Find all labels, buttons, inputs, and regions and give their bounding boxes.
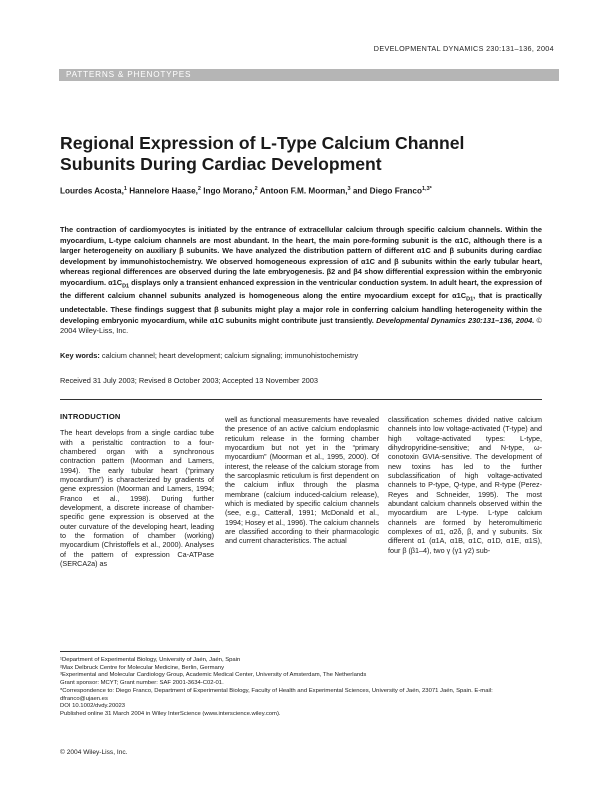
affiliation-1: ¹Department of Experimental Biology, University of Jaén, Jaén, Spain: [60, 657, 241, 663]
author-name: Ingo Morano,: [203, 186, 255, 196]
abstract: [60, 225, 542, 337]
correspondence: *Correspondence to: Diego Franco, Department of Experimental Biology, Faculty of Health and Experimental Sciences, University of Jaén, 23071 Jaén, Spain. E-mail: dfranco@ujaen.es: [60, 687, 493, 702]
title-line-1: Regional Expression of L-Type Calcium Channel: [60, 133, 465, 153]
author-affiliation: 3: [347, 186, 351, 192]
article-title: [60, 133, 540, 175]
abstract-copyright: © 2004 Wiley-Liss, Inc.: [60, 315, 542, 336]
section-label: PATTERNS & PHENOTYPES: [66, 70, 192, 79]
author-affiliation: 2: [254, 186, 258, 192]
body-paragraph: The heart develops from a single cardiac tube with a peristaltic contraction to a four-chambered organ with a synchronous contraction pattern (Moorman and Lamers, 1994). The early tubular heart (“primary myocardium”) is characterized by gradients of gene expression (Moorman and Lamers, 1994; Franco et al., 1998). During further development, a discrete increase of chamber-specific gene expression is observed at the outer curvature of the developing heart, leading to the formation of chamber (working) myocardium (Christoffels et al., 2000). Analyses of the pattern of expression Ca-ATPase (SERCA2a) as: [60, 428, 214, 569]
body-paragraph: classification schemes divided native calcium channels into low voltage-activated (T-type) and high voltage-activated types: L-type, dihydropyridine-sensitive; and N-type, ω-conotoxin GVIA-sensitive. The development of new toxins has led to the further subclassification of high voltage-activated channels to P-type, Q-type, and R-type (Perez-Reyes and Schneider, 1995). The most abundant calcium channels observed within the myocardium are L-type. L-type calcium channels are formed by heteromultimeric complexes of α1, α2δ, β, and γ subunits. Six different α1 (α1A, α1B, α1C, α1D, α1E, α1S), four β (β1–4), two γ (γ1 γ2) sub-: [388, 415, 542, 555]
abstract-text: , that is practically undetectable. These findings suggest that β subunits might play a major role in conferring calcium handling heterogeneity within the developing embryonic myocardium, while α1C subunits might contribute just transiently.: [60, 291, 542, 325]
author-name: Lourdes Acosta,: [60, 186, 124, 196]
affiliation-2: ²Max Delbruck Centre for Molecular Medicine, Berlin, Germany: [60, 664, 225, 671]
author-name: Antoon F.M. Moorman,: [259, 186, 348, 196]
abstract-citation: Developmental Dynamics 230:131–136, 2004.: [376, 315, 535, 325]
grant-info: Grant sponsor: MCYT; Grant number: SAF 2001-3634-C02-01.: [60, 680, 224, 687]
author-name: Hannelore Haase,: [129, 186, 198, 196]
body-column-2: [225, 415, 379, 546]
author-affiliation: 1: [123, 186, 127, 192]
author-name: and Diego Franco: [352, 186, 422, 196]
abstract-text: displays only a transient enhanced expression in the ventricular conduction system. In adult heart, the expression of the different calcium channel subunits analyzed is homogeneous along the entire myocardium except for α1C: [60, 277, 543, 301]
body-column-3: [388, 415, 542, 555]
journal-header: DEVELOPMENTAL DYNAMICS 230:131–136, 2004: [373, 44, 554, 53]
doi: DOI 10.1002/dvdy.20023: [60, 703, 126, 710]
footnotes: [60, 657, 542, 719]
footnote-divider: [60, 651, 220, 652]
footer-copyright: © 2004 Wiley-Liss, Inc.: [60, 749, 128, 756]
author-affiliation: 2: [197, 186, 201, 192]
keywords-list: calcium channel; heart development; calcium signaling; immunohistochemistry: [101, 351, 359, 360]
body-column-1: [60, 412, 214, 569]
published-online: Published online 31 March 2004 in Wiley InterScience (www.interscience.wiley.com).: [60, 710, 281, 717]
abstract-subscript: D1: [122, 282, 130, 289]
received-dates: Received 31 July 2003; Revised 8 October 2003; Accepted 13 November 2003: [60, 376, 319, 385]
keywords-label: Key words:: [60, 351, 100, 360]
abstract-subscript: D1: [466, 296, 474, 303]
title-line-2: Subunits During Cardiac Development: [60, 154, 382, 174]
divider: [60, 399, 542, 400]
author-affiliation: 1,3*: [422, 186, 432, 192]
author-list: [60, 186, 550, 196]
keywords: [60, 351, 550, 360]
body-paragraph: well as functional measurements have revealed the presence of an active calcium endoplasmic reticulum release in the forming chamber myocardium but not yet in the “primary myocardium” (Moorman et al., 1995, 2000). Of interest, the release of the calcium storage from the sarcoplasmic reticulum is first dependent on the calcium influx through the plasma membrane (calcium induced-calcium release), which is mediated by specific calcium channels (see, e.g., Catterall, 1991; McDonald et al., 1994; Hosey et al., 1996). The calcium channels are classified according to their pharmacologic and current characteristics. The actual: [225, 415, 379, 546]
introduction-heading: INTRODUCTION: [60, 412, 121, 421]
affiliation-3: ³Experimental and Molecular Cardiology Group, Academic Medical Center, University of Amsterdam, The Netherlands: [60, 672, 367, 679]
section-banner: [59, 69, 559, 81]
abstract-text: The contraction of cardiomyocytes is initiated by the entrance of extracellular calcium through specific calcium channels. Within the myocardium, L-type calcium channels are most abundant. In the heart, the main pore-forming subunit is the α1C, although there is a larger heterogeneity on auxiliary β subunits. We have analyzed the distribution pattern of different α1C and β subunits during cardiac development by immunohistochemistry. We observed homogeneous expression of α1C and β subunits within the early tubular heart, whereas regional differences are observed during the late embryogenesis. β2 and β4 show differential expression within the embryonic myocardium. α1C: [60, 225, 542, 287]
